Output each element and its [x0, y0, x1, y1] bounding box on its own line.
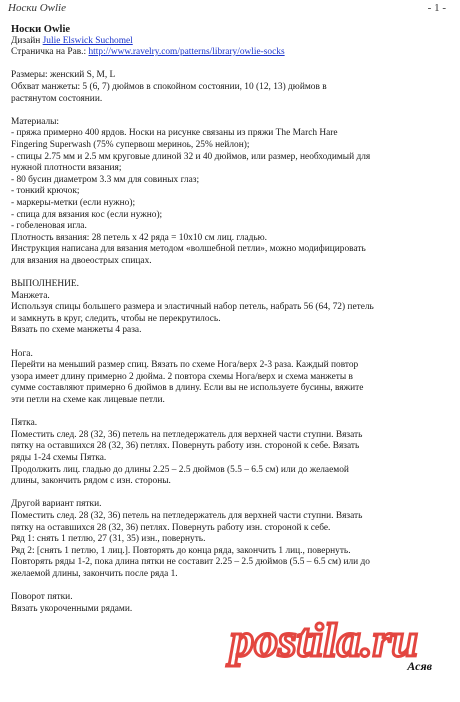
- text-line: Размеры: женский S, M, L: [11, 70, 116, 81]
- watermark-text: postila.ru: [229, 614, 419, 667]
- text-line: Поместить след. 28 (32, 36) петель на петледержатель для верхней части ступни. Вязать: [11, 429, 363, 440]
- text-line: Fingering Superwash (75% супервош мериноь, 25% нейлон);: [11, 139, 250, 150]
- text-line: пятку на оставшихся 28 (32, 36) петлях. Повернуть работу изн. стороной к себе. Вязать: [11, 441, 360, 452]
- text-line: ВЫПОЛНЕНИЕ.: [11, 279, 79, 290]
- text-line: - гобеленовая игла.: [11, 221, 87, 232]
- text-line: - спица для вязания кос (если нужно);: [11, 209, 163, 220]
- text-line: Ряд 2: [снять 1 петлю, 1 лиц.]. Повторять до конца ряда, закончить 1 лиц., повернуть.: [11, 545, 351, 556]
- materials-section: [11, 117, 451, 268]
- text-line: - 80 бусин диаметром 3.3 мм для совиных глаз;: [11, 174, 200, 185]
- text-line: Вязать по схеме манжеты 4 раза.: [11, 325, 142, 336]
- text-line: Инструкция написана для вязания методом «волшебной петли», можно модифицировать: [11, 244, 366, 255]
- text-line: и замкнуть в круг, следить, чтобы не перекрутилось.: [11, 313, 221, 324]
- text-line: пятку на оставшихся 28 (32, 36) петлях. Повернуть работу изн. стороной к себе.: [11, 522, 331, 533]
- text-line: Повторять ряды 1-2, пока длина пятки не составит 2.25 – 2.5 дюймов (5.5 – 6.5 см) или до: [11, 557, 370, 568]
- text-line: Другой вариант пятки.: [11, 499, 102, 510]
- text-line: желаемой длины, закончить после ряда 1.: [11, 568, 178, 579]
- text-line: Продолжить лиц. гладью до длины 2.25 – 2.5 дюймов (5.5 – 6.5 см) или до желаемой: [11, 464, 349, 475]
- text-line: Обхват манжеты: 5 (6, 7) дюймов в спокойном состоянии, 10 (12, 13) дюймов в: [11, 81, 327, 92]
- text-line: для вязания на двоеострых спицах.: [11, 255, 152, 266]
- text-line: Вязать укороченными рядами.: [11, 603, 133, 614]
- text-line: Плотность вязания: 28 петель х 42 ряда = 10x10 см лиц. гладью.: [11, 232, 268, 243]
- text-line: Ряд 1: снять 1 петлю, 27 (31, 35) изн., повернуть.: [11, 534, 206, 545]
- signature: Асяв: [407, 659, 432, 673]
- text-line: Поворот пятки.: [11, 592, 73, 603]
- designer-line: [11, 36, 451, 48]
- text-line: Перейти на меньший размер спиц. Вязать по схеме Нога/верх 2-3 раза. Каждый повтор: [11, 360, 359, 371]
- sizes-section: [11, 70, 451, 105]
- design-label: Дизайн: [11, 35, 41, 46]
- text-line: - маркеры-метки (если нужно);: [11, 197, 136, 208]
- text-line: длины, закончить рядом с изн. стороны.: [11, 476, 171, 487]
- execution-section: [11, 279, 451, 337]
- heel-alt-section: [11, 499, 451, 580]
- leg-section: [11, 349, 451, 407]
- text-line: Материалы:: [11, 116, 60, 127]
- designer-link[interactable]: Julie Elswick Suchomel: [42, 35, 133, 46]
- document-title: Носки Owlie: [11, 24, 71, 35]
- text-line: Нога.: [11, 348, 33, 359]
- ravelry-link[interactable]: http://www.ravelry.com/patterns/library/owlie-socks: [88, 47, 285, 58]
- text-line: - спицы 2.75 мм и 2.5 мм круговые длиной 32 и 40 дюймов, или размер, необходимый для: [11, 151, 371, 162]
- text-line: Поместить след. 28 (32, 36) петель на петледержатель для верхней части ступни. Вязать: [11, 510, 363, 521]
- text-line: нужной плотности вязания;: [11, 163, 122, 174]
- text-line: узора имеет длину примерно 2 дюйма. 2 повтора схемы Нога/верх и схема манжеты в: [11, 371, 353, 382]
- text-line: Пятка.: [11, 418, 38, 429]
- text-line: - тонкий крючок;: [11, 186, 80, 197]
- text-line: Манжета.: [11, 290, 50, 301]
- text-line: эти петли на схеме как лицевые петли.: [11, 395, 165, 405]
- text-line: - пряжа примерно 400 ярдов. Носки на рисунке связаны из пряжи The March Hare: [11, 128, 338, 139]
- header-title: Носки Owlie: [8, 2, 66, 14]
- text-line: ряды 1-24 схемы Пятка.: [11, 452, 107, 463]
- text-line: сумме составляют примерно 6 дюймов в длину. Если вы не используете бусины, вяжите: [11, 383, 364, 394]
- text-line: Используя спицы большего размера и эластичный набор петель, набрать 56 (64, 72) петель: [11, 302, 374, 313]
- text-line: растянутом состоянии.: [11, 93, 103, 104]
- heel-section: [11, 418, 451, 488]
- ravelry-line: [11, 47, 451, 59]
- ravelry-label: Страничка на Рав.:: [11, 47, 87, 58]
- document-body: [11, 24, 451, 615]
- page-number: - 1 -: [427, 2, 446, 14]
